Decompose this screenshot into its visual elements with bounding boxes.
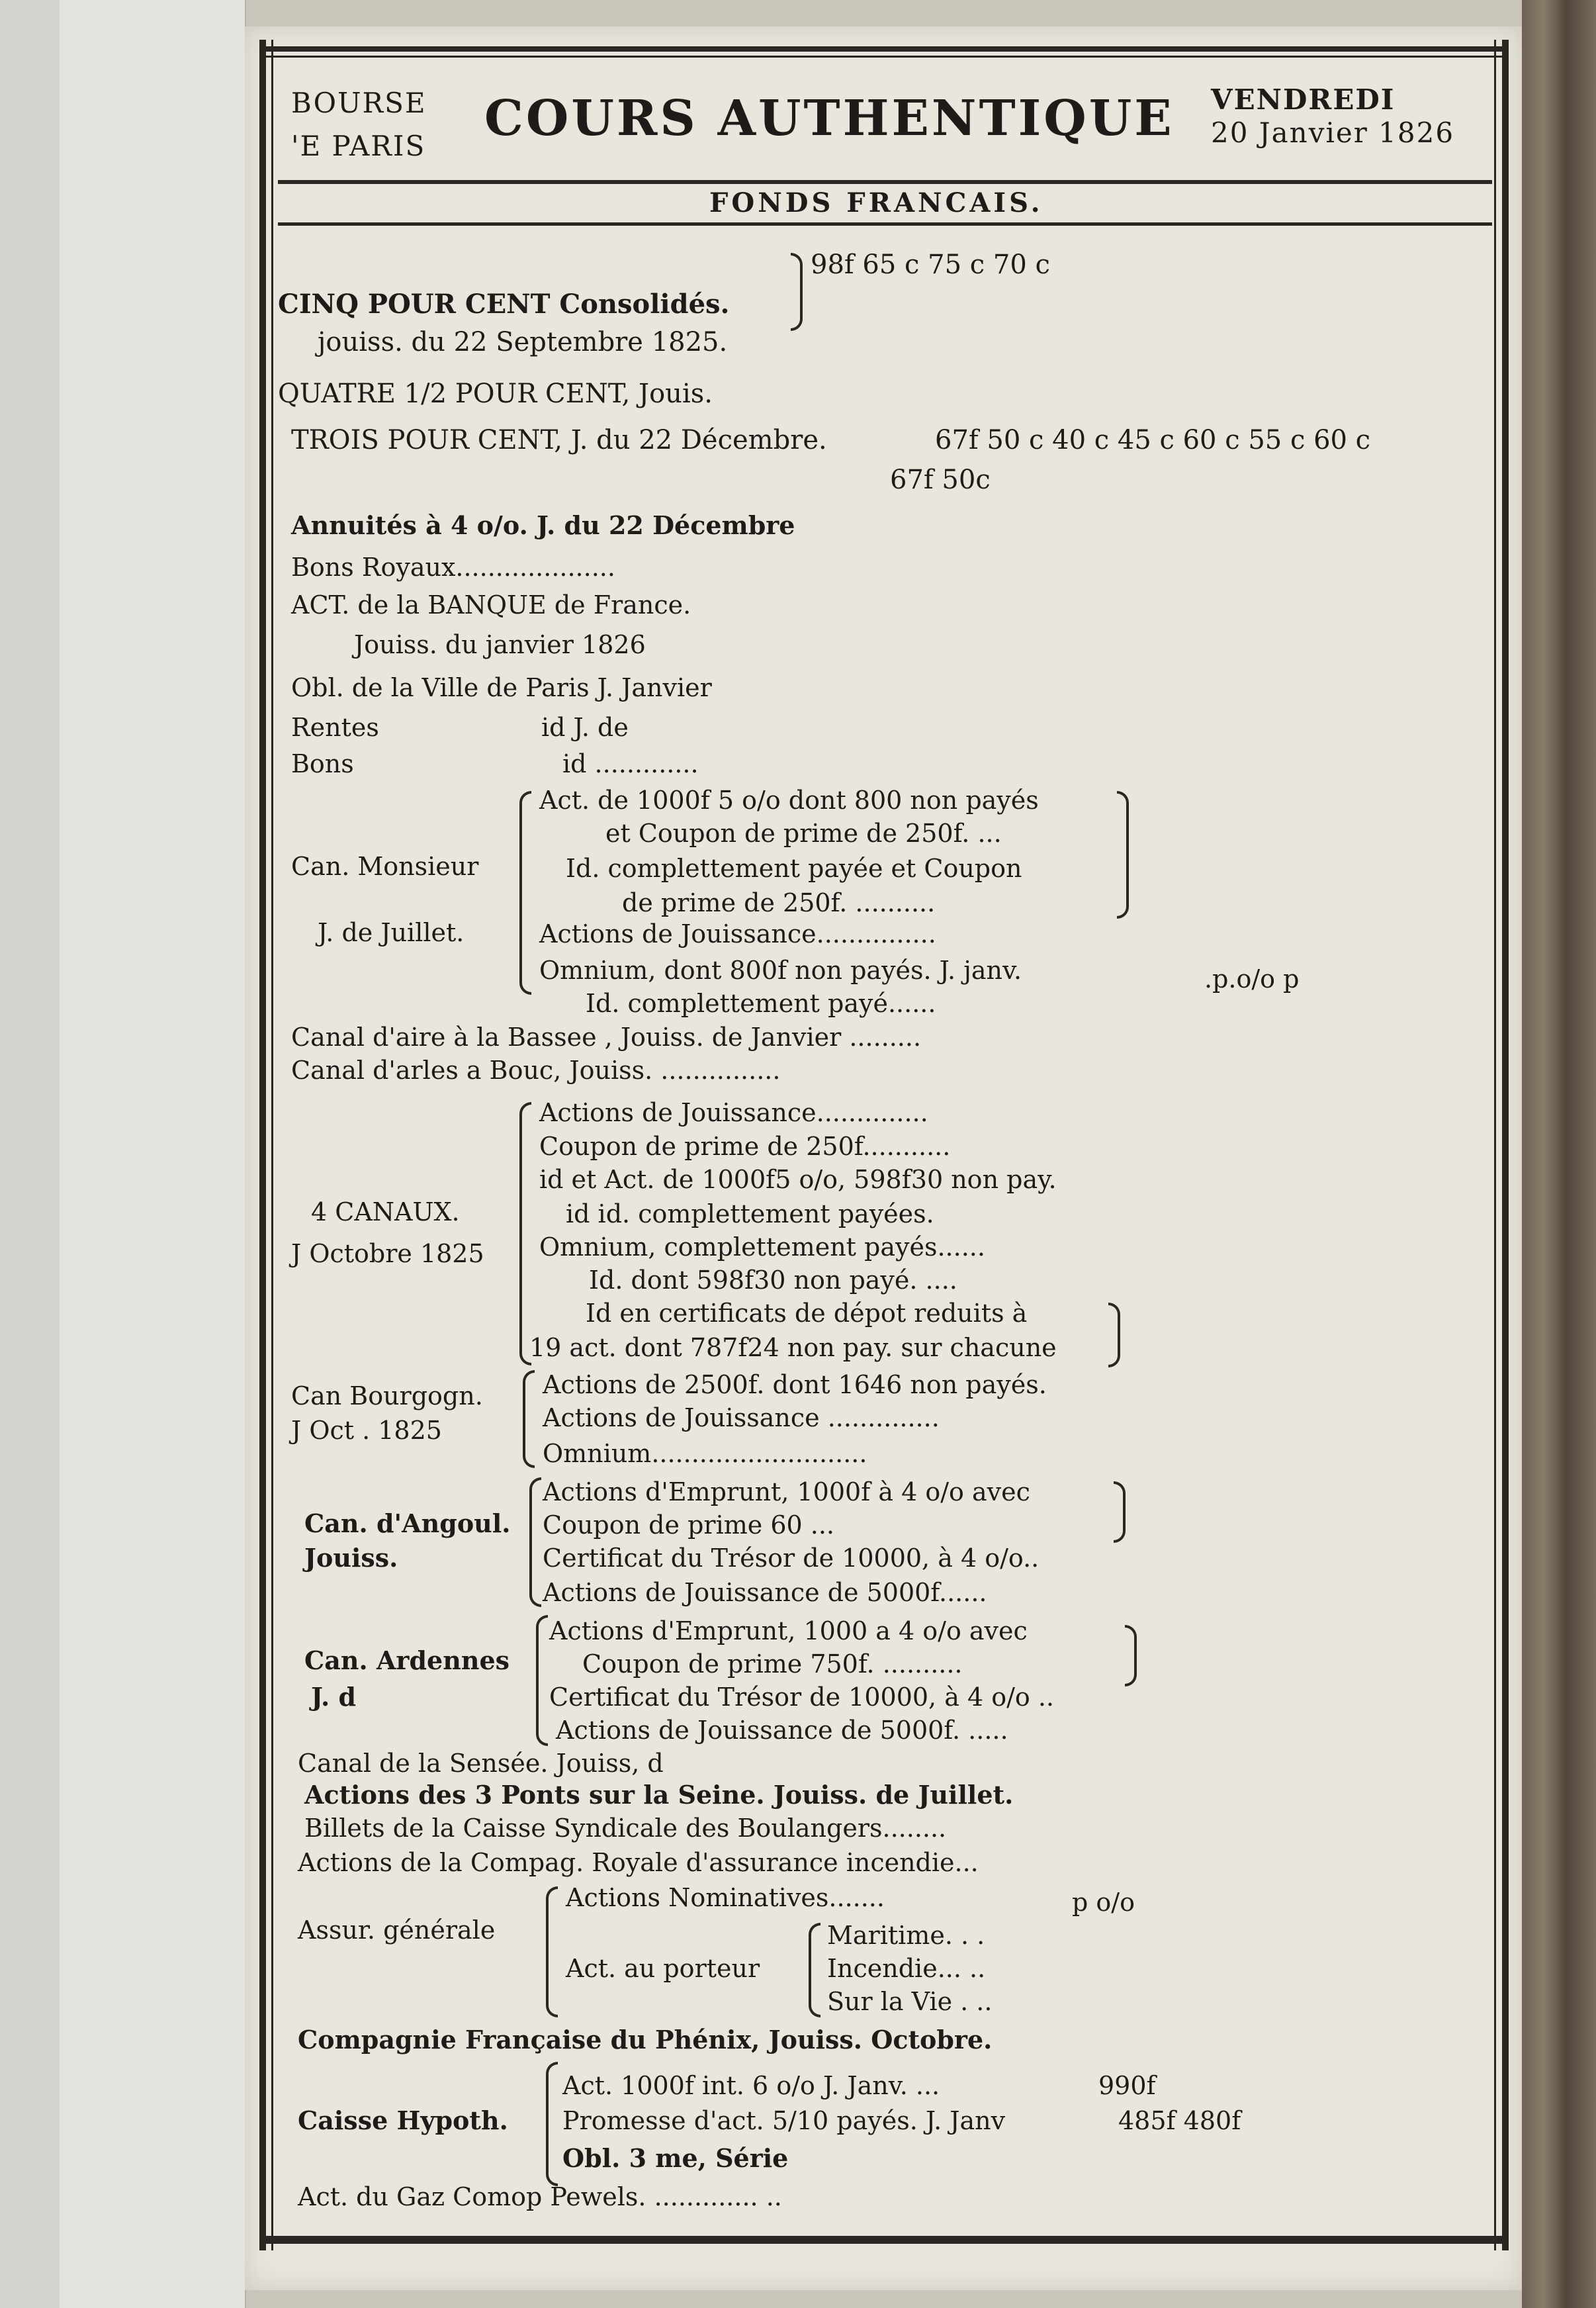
- canaux-line-7: Id en certificats de dépot reduits à: [586, 1299, 1028, 1328]
- act-banque-line1: ACT. de la BANQUE de France.: [291, 590, 691, 620]
- angoul-line-3: Certificat du Trésor de 10000, à 4 o/o..: [543, 1544, 1040, 1573]
- hypoth-label: Caisse Hypoth.: [298, 2105, 508, 2135]
- bourgogne-line-1: Actions de 2500f. dont 1646 non payés.: [543, 1370, 1047, 1399]
- bourgogne-label-1: Can Bourgogn.: [291, 1381, 483, 1410]
- frame-border-left-inner: [271, 40, 273, 2250]
- top-rule-thin: [265, 56, 1502, 58]
- assur-label: Assur. générale: [298, 1916, 496, 1945]
- bottom-rule: [265, 2236, 1502, 2244]
- billets-row: Billets de la Caisse Syndicale des Boulangers........: [304, 1814, 947, 1843]
- assur-vie: Sur la Vie . ..: [827, 1987, 993, 2016]
- hypoth-line-2-price: 485f 480f: [1118, 2106, 1241, 2135]
- top-rule: [265, 46, 1502, 52]
- brace-canaux: [519, 1102, 531, 1365]
- frame-border-right: [1502, 40, 1509, 2250]
- header-bourse-line2: 'E PARIS: [291, 130, 426, 162]
- canaux-line-5: Omnium, complettement payés......: [539, 1232, 985, 1262]
- angoul-label-2: Jouiss.: [304, 1543, 398, 1573]
- monsieur-line-1: Act. de 1000f 5 o/o dont 800 non payés: [539, 786, 1039, 815]
- brace-monsieur-right: [1117, 791, 1129, 919]
- ardennes-line-2: Coupon de prime 750f. ..........: [582, 1649, 963, 1679]
- header-day: VENDREDI: [1211, 83, 1396, 116]
- assur-nominatives: Actions Nominatives.......: [566, 1883, 885, 1912]
- obl-ville-row: Obl. de la Ville de Paris J. Janvier: [291, 673, 712, 702]
- brace-canaux-right: [1108, 1303, 1120, 1367]
- cinq-prices: 98f 65 c 75 c 70 c: [811, 250, 1050, 280]
- rentes-id: id J. de: [541, 713, 629, 742]
- brace-bourgogne: [523, 1370, 535, 1468]
- trois-prices-2: 67f 50c: [890, 465, 991, 495]
- canal-arles-row: Canal d'arles a Bouc, Jouiss. ...............: [291, 1056, 781, 1085]
- bons-royaux-row: Bons Royaux....................: [291, 553, 615, 582]
- brace-angoul: [529, 1477, 541, 1607]
- bourgogne-label-2: J Oct . 1825: [291, 1416, 442, 1445]
- monsieur-price: .p.o/o p: [1204, 964, 1300, 993]
- ardennes-line-4: Actions de Jouissance de 5000f. .....: [556, 1716, 1008, 1745]
- frame-border-left: [259, 40, 266, 2250]
- angoul-line-4: Actions de Jouissance de 5000f......: [543, 1578, 987, 1607]
- facing-page: [60, 0, 246, 2308]
- monsieur-line-7: Id. complettement payé......: [586, 989, 936, 1018]
- act-banque-line2: Jouiss. du janvier 1826: [354, 630, 646, 659]
- bons-id: id .............: [562, 749, 699, 778]
- hypoth-line-2: Promesse d'act. 5/10 payés. J. Janv: [562, 2106, 1006, 2135]
- header-date: 20 Janvier 1826: [1211, 116, 1455, 149]
- brace-monsieur: [519, 791, 531, 995]
- cinq-line1: CINQ POUR CENT Consolidés.: [278, 289, 730, 320]
- monsieur-line-6: Omnium, dont 800f non payés. J. janv.: [539, 956, 1022, 985]
- angoul-line-1: Actions d'Emprunt, 1000f à 4 o/o avec: [543, 1477, 1030, 1506]
- hypoth-line-1-price: 990f: [1098, 2071, 1156, 2100]
- canal-aire-row: Canal d'aire à la Bassee , Jouiss. de Janvier .........: [291, 1023, 922, 1052]
- assur-porteur: Act. au porteur: [566, 1954, 760, 1983]
- canaux-line-2: Coupon de prime de 250f...........: [539, 1132, 951, 1161]
- canaux-label-2: J Octobre 1825: [291, 1239, 484, 1268]
- bourgogne-line-3: Omnium...........................: [543, 1439, 867, 1468]
- compag-row: Actions de la Compag. Royale d'assurance incendie...: [298, 1848, 979, 1877]
- ponts-row: Actions des 3 Ponts sur la Seine. Jouiss. de Juillet.: [304, 1780, 1014, 1810]
- monsieur-line-4: de prime de 250f. ..........: [622, 888, 936, 917]
- background-left: [0, 0, 60, 2308]
- ardennes-label-2: J. d: [311, 1682, 357, 1712]
- angoul-label-1: Can. d'Angoul.: [304, 1508, 511, 1538]
- quatre-row: QUATRE 1/2 POUR CENT, Jouis.: [278, 379, 713, 409]
- frame-border-right-inner: [1494, 40, 1496, 2250]
- canaux-label-1: 4 CANAUX.: [311, 1197, 460, 1226]
- canaux-line-1: Actions de Jouissance..............: [539, 1098, 928, 1127]
- brace-assur-porteur: [809, 1923, 820, 2017]
- bons-label: Bons: [291, 749, 354, 778]
- hypoth-line-3: Obl. 3 me, Série: [562, 2143, 789, 2173]
- ardennes-label-1: Can. Ardennes: [304, 1645, 510, 1675]
- bourgogne-line-2: Actions de Jouissance ..............: [543, 1403, 940, 1432]
- trois-row: TROIS POUR CENT, J. du 22 Décembre.: [291, 425, 827, 455]
- gaz-row: Act. du Gaz Comop Pewels. ............. ..: [298, 2182, 782, 2211]
- annuites-row: Annuités à 4 o/o. J. du 22 Décembre: [291, 510, 795, 540]
- assur-incendie: Incendie... ..: [827, 1954, 986, 1983]
- monsieur-label-2: J. de Juillet.: [318, 918, 465, 947]
- ardennes-line-3: Certificat du Trésor de 10000, à 4 o/o ..: [549, 1683, 1055, 1712]
- brace-ardennes-right: [1125, 1625, 1137, 1686]
- canaux-line-8: 19 act. dont 787f24 non pay. sur chacune: [529, 1333, 1057, 1362]
- assur-nominatives-price: p o/o: [1072, 1888, 1135, 1917]
- section-rule: [278, 222, 1492, 226]
- rentes-label: Rentes: [291, 713, 379, 742]
- monsieur-line-2: et Coupon de prime de 250f. ...: [605, 819, 1002, 848]
- canaux-line-6: Id. dont 598f30 non payé. ....: [589, 1266, 957, 1295]
- page-title: COURS AUTHENTIQUE: [484, 90, 1175, 147]
- brace-angoul-right: [1114, 1481, 1126, 1543]
- brace-ardennes: [536, 1615, 548, 1746]
- ardennes-line-1: Actions d'Emprunt, 1000 a 4 o/o avec: [549, 1616, 1028, 1645]
- phenix-row: Compagnie Française du Phénix, Jouiss. Octobre.: [298, 2025, 993, 2054]
- canaux-line-4: id id. complettement payées.: [566, 1199, 934, 1228]
- cinq-line2: jouiss. du 22 Septembre 1825.: [318, 327, 728, 357]
- angoul-line-2: Coupon de prime 60 ...: [543, 1510, 834, 1540]
- book-edge: [1522, 0, 1596, 2308]
- header-rule: [278, 180, 1492, 184]
- header-bourse-line1: BOURSE: [291, 87, 427, 119]
- trois-prices-1: 67f 50 c 40 c 45 c 60 c 55 c 60 c: [935, 425, 1371, 455]
- brace-cinq: [791, 253, 803, 331]
- brace-assur: [546, 1886, 558, 2017]
- section-title: FONDS FRANCAIS.: [709, 187, 1043, 218]
- sensee-row: Canal de la Sensée. Jouiss, d: [298, 1749, 664, 1778]
- monsieur-line-3: Id. complettement payée et Coupon: [566, 854, 1022, 883]
- brace-hypoth: [546, 2062, 558, 2186]
- assur-maritime: Maritime. . .: [827, 1921, 985, 1950]
- canaux-line-3: id et Act. de 1000f5 o/o, 598f30 non pay.: [539, 1165, 1057, 1194]
- monsieur-line-5: Actions de Jouissance...............: [539, 919, 936, 948]
- hypoth-line-1: Act. 1000f int. 6 o/o J. Janv. ...: [562, 2071, 940, 2100]
- monsieur-label-1: Can. Monsieur: [291, 852, 479, 881]
